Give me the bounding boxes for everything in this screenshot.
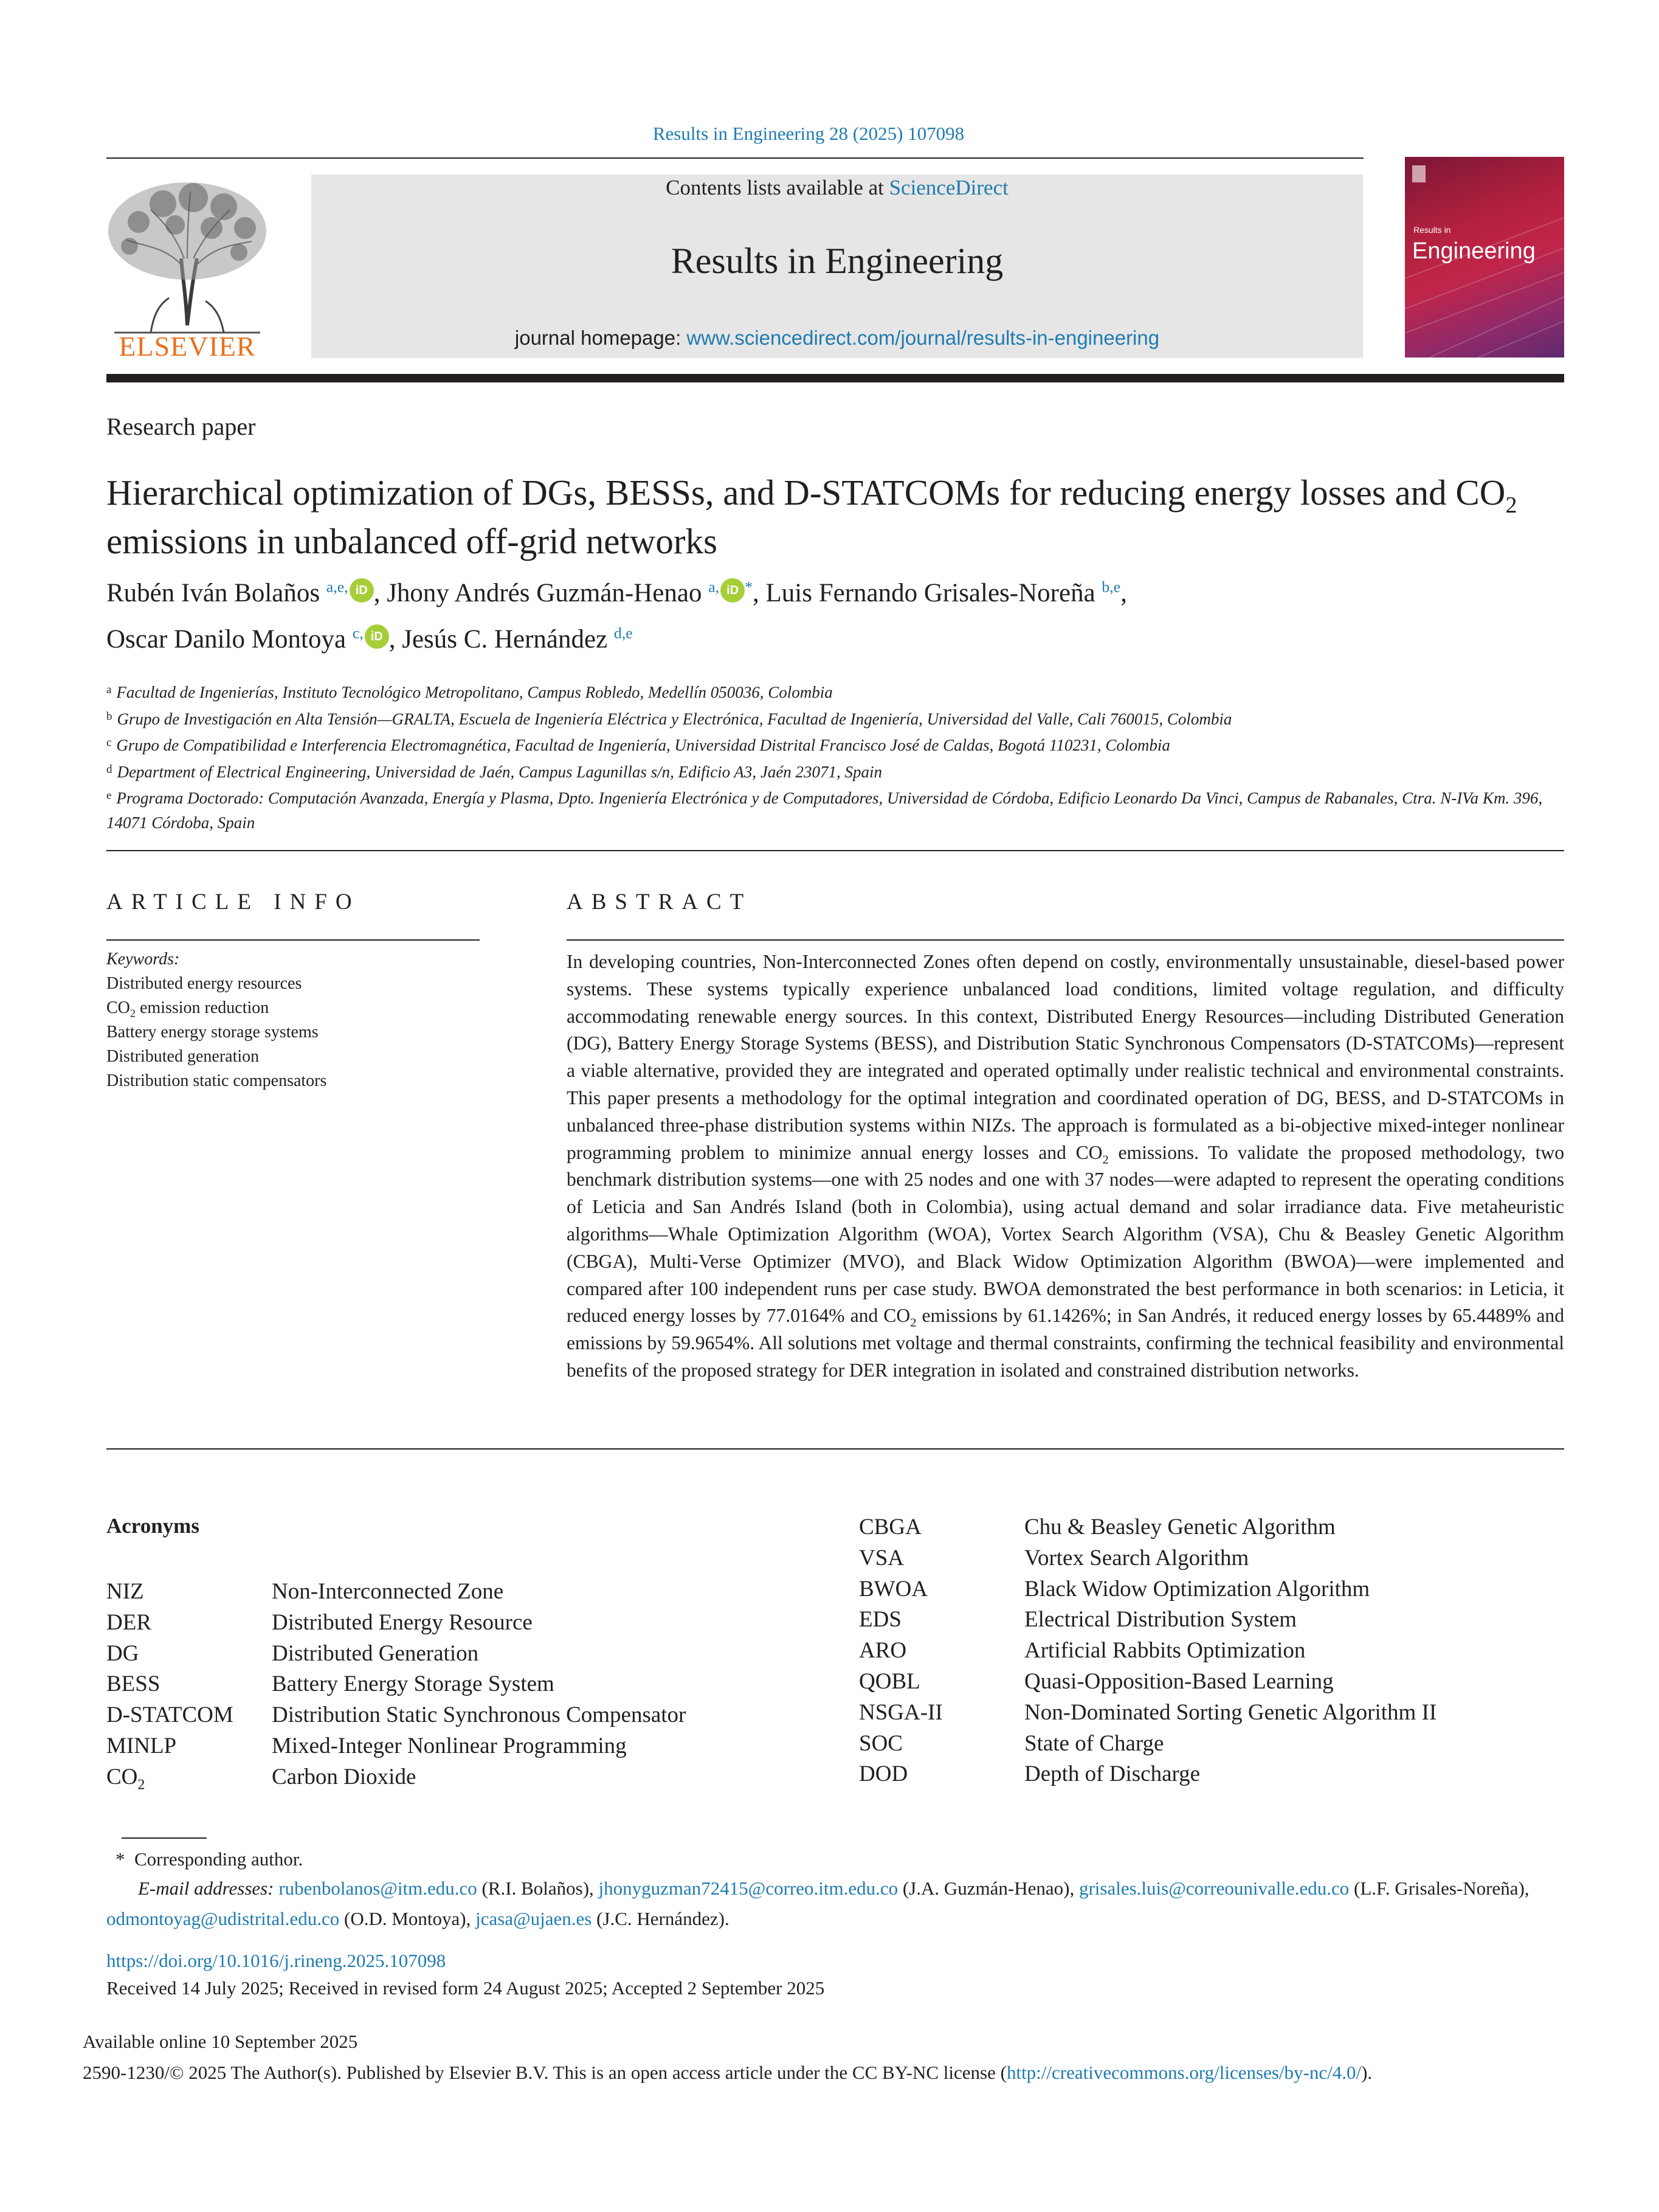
acronym-definition: Artificial Rabbits Optimization <box>1024 1638 1306 1664</box>
article-title: Hierarchical optimization of DGs, BESSs, and D-STATCOMs for reducing energy losses and $CO_2$ emissions in unbalanced off-grid networks <box>106 472 1517 561</box>
acronym-definition: Electrical Distribution System <box>1024 1607 1297 1633</box>
license-note: 2590-1230/© 2025 The Author(s). Published by Elsevier B.V. This is an open access article under the CC BY-NC license (http://creativecommons.org/licenses/by-nc/4.0/). <box>83 2062 1373 2083</box>
acronym-abbreviation: $CO_2$ <box>106 1764 145 1793</box>
affiliations-list <box>106 678 1565 835</box>
author-affiliation-marks[interactable]: b,e <box>1102 578 1121 596</box>
acronym-abbreviation: NIZ <box>106 1579 144 1604</box>
acronym-definition: Quasi-Opposition-Based Learning <box>1024 1669 1334 1694</box>
acronym-abbreviation: VSA <box>859 1545 905 1571</box>
acronym-abbreviation: NSGA-II <box>859 1699 943 1725</box>
acronym-abbreviation: CBGA <box>859 1515 922 1540</box>
email-link[interactable]: jcasa@ujaen.es <box>475 1908 592 1929</box>
author-affiliation-marks[interactable]: a, <box>708 578 720 596</box>
acronym-definition: Non-Interconnected Zone <box>272 1579 504 1604</box>
orcid-icon[interactable]: iD <box>365 624 389 649</box>
author-name[interactable]: Jesús C. Hernández <box>402 625 608 654</box>
acronym-abbreviation: DG <box>106 1640 139 1666</box>
article-type: Research paper <box>106 413 256 440</box>
cover-title: Engineering <box>1412 238 1536 264</box>
contents-prefix: Contents lists available at <box>666 176 889 199</box>
acronym-row <box>106 1640 836 1671</box>
orcid-icon[interactable]: iD <box>720 578 745 603</box>
abstract-text: In developing countries, Non-Interconnected Zones often depend on costly, environmentally unsustainable, diesel-based power systems. These systems typically experience unbalanced load conditions, limited voltage regulation, and difficulty accommodating renewable energy sources. In this context, Distributed Energy Resources—including Distributed Generation (DG), Battery Energy Storage Systems (BESS), and Distribution Static Synchronous Compensators (D-STATCOMs)—represent a viable alternative, provided they are integrated and operated optimally under realistic technical and environmental constraints. This paper presents a methodology for the optimal integration and coordinated operation of DG, BESS, and D-STATCOMs in unbalanced three-phase distribution systems within NIZs. The approach is formulated as a bi-objective mixed-integer nonlinear programming problem to minimize annual energy losses and $CO_2$ emissions. To validate the proposed methodology, two benchmark distribution systems—one with 25 nodes and one with 37 nodes—were adapted to represent the operating conditions of Leticia and San Andrés Island (both in Colombia), using actual demand and solar irradiance data. Five metaheuristic algorithms—Whale Optimization Algorithm (WOA), Vortex Search Algorithm (VSA), Chu & Beasley Genetic Algorithm (CBGA), Multi-Verse Optimizer (MVO), and Black Widow Optimization Algorithm (BWOA)—were implemented and compared after 100 independent runs per case study. BWOA demonstrated the best performance in both scenarios: in Leticia, it reduced energy losses by 77.0164% and $CO_2$ emissions by 61.1426%; in San Andrés, it reduced energy losses by 65.4489% and emissions by 59.9654%. All solutions met voltage and thermal constraints, confirming the technical feasibility and environmental benefits of the proposed strategy for DER integration in isolated and constrained distribution networks. <box>567 951 1564 1381</box>
keyword-item[interactable]: Distributed generation <box>106 1047 260 1066</box>
acronym-definition: Distributed Generation <box>272 1640 479 1666</box>
affiliation-rule <box>106 850 1564 851</box>
acronym-definition: Depth of Discharge <box>1024 1761 1201 1787</box>
header-thick-rule <box>106 374 1564 382</box>
affiliation-item: $^b$ Grupo de Investigación en Alta Tensión—GRALTA, Escuela de Ingeniería Eléctrica y Electrónica, Facultad de Ingeniería, Universidad del Valle, Cali 760015, Colombia <box>106 710 1232 728</box>
elsevier-wordmark: ELSEVIER <box>119 331 256 362</box>
orcid-icon[interactable]: iD <box>350 578 374 603</box>
acronym-abbreviation: BESS <box>106 1671 160 1697</box>
acronym-definition: Non-Dominated Sorting Genetic Algorithm II <box>1024 1699 1437 1725</box>
corresponding-author-mark[interactable]: * <box>745 578 753 596</box>
acronym-abbreviation: ARO <box>859 1638 907 1664</box>
acronym-definition: Chu & Beasley Genetic Algorithm <box>1024 1515 1336 1540</box>
email-link[interactable]: odmontoyag@udistrital.edu.co <box>106 1908 340 1929</box>
doi-link[interactable]: https://doi.org/10.1016/j.rineng.2025.107098 <box>106 1950 446 1971</box>
acronym-abbreviation: QOBL <box>859 1669 920 1694</box>
acronym-abbreviation: EDS <box>859 1607 902 1633</box>
elsevier-logo <box>102 173 272 362</box>
acronym-definition: Distributed Energy Resource <box>272 1609 533 1635</box>
acronym-abbreviation: SOC <box>859 1730 903 1756</box>
author-name[interactable]: Oscar Danilo Montoya <box>106 625 347 654</box>
acronym-row <box>859 1730 1588 1761</box>
acronym-row <box>859 1606 1588 1637</box>
acronym-row <box>106 1764 836 1794</box>
acronyms-heading: Acronyms <box>106 1514 199 1538</box>
acronym-row <box>106 1702 836 1732</box>
acronym-abbreviation: MINLP <box>106 1733 177 1758</box>
author-name[interactable]: Jhony Andrés Guzmán-Henao <box>387 579 702 607</box>
keyword-item[interactable]: Distribution static compensators <box>106 1071 327 1090</box>
author-name[interactable]: Rubén Iván Bolaños <box>106 579 320 607</box>
acronym-row <box>106 1733 836 1763</box>
available-online-date: Available online 10 September 2025 <box>83 2031 358 2052</box>
acronym-definition: Mixed-Integer Nonlinear Programming <box>272 1733 627 1758</box>
email-link[interactable]: rubenbolanos@itm.edu.co <box>278 1878 477 1899</box>
acronym-definition: Black Widow Optimization Algorithm <box>1024 1576 1370 1602</box>
acronym-row <box>859 1761 1588 1791</box>
email-label: E-mail addresses: <box>138 1878 274 1899</box>
abstract-heading: ABSTRACT <box>567 890 753 914</box>
acronym-row <box>859 1699 1588 1730</box>
acronym-abbreviation: D-STATCOM <box>106 1702 233 1728</box>
author-name[interactable]: Luis Fernando Grisales-Noreña <box>765 579 1095 607</box>
acronym-row <box>859 1668 1588 1699</box>
acronym-abbreviation: BWOA <box>859 1576 928 1602</box>
journal-reference-link[interactable]: Results in Engineering 28 (2025) 107098 <box>652 123 965 144</box>
acronym-abbreviation: DER <box>106 1609 151 1635</box>
homepage-line <box>311 327 1363 350</box>
affiliation-item: $^e$ Programa Doctorado: Computación Avanzada, Energía y Plasma, Dpto. Ingeniería Electrónica y de Computadores, Universidad de Córdoba, Edificio Leonardo Da Vinci, Campus de Rabanales, Ctra. N-IVa Km. 396, 14071 Córdoba, Spain <box>106 789 1543 832</box>
affiliation-item: $^a$ Facultad de Ingenierías, Instituto Tecnológico Metropolitano, Campus Robledo, Medellín 050036, Colombia <box>106 683 833 702</box>
affiliation-item: $^d$ Department of Electrical Engineering, Universidad de Jaén, Campus Lagunillas s/n, Edificio A3, Jaén 23071, Spain <box>106 762 883 781</box>
email-link[interactable]: grisales.luis@correounivalle.edu.co <box>1078 1878 1350 1899</box>
author-affiliation-marks[interactable]: d,e <box>613 624 633 642</box>
acronym-row <box>859 1514 1588 1544</box>
author-list: Rubén Iván Bolaños $^{a,e,}$ iD , Jhony Andrés Guzmán-Henao $^{a,}$ iD *, Luis Fernando Grisales-Noreña $^{b,e}$, Oscar Danilo Montoya $^{c,}$ iD , Jesús C. Hernández $^{d,e}$ <box>106 578 1127 654</box>
keyword-item[interactable]: $CO_2$ emission reduction <box>106 998 269 1020</box>
author-affiliation-marks[interactable]: a,e, <box>326 578 348 596</box>
article-info-heading: ARTICLE INFO <box>106 890 360 914</box>
footnote-rule <box>122 1837 207 1839</box>
journal-homepage-link[interactable]: www.sciencedirect.com/journal/results-in-engineering <box>686 327 1160 349</box>
author-affiliation-marks[interactable]: c, <box>352 624 364 642</box>
abstract-rule <box>567 939 1564 941</box>
acronym-row <box>859 1637 1588 1668</box>
journal-cover-thumbnail[interactable] <box>1405 157 1564 358</box>
acronym-row <box>859 1545 1588 1575</box>
homepage-prefix: journal homepage: <box>514 327 687 349</box>
email-addresses: E-mail addresses: rubenbolanos@itm.edu.co (R.I. Bolaños), jhonyguzman72415@correo.itm.edu.co (J.A. Guzmán-Henao), grisales.luis@correounivalle.edu.co (L.F. Grisales-Noreña), odmontoyag@udistrital.edu.co (O.D. Montoya), jcasa@ujaen.es (J.C. Hernández). <box>106 1878 1530 1929</box>
acronym-row <box>106 1609 836 1640</box>
article-info-rule <box>106 939 480 941</box>
keyword-item[interactable]: Distributed energy resources <box>106 974 302 993</box>
corresponding-author-note: * Corresponding author. <box>116 1848 303 1870</box>
abstract-bottom-rule <box>106 1448 1564 1450</box>
cover-subtitle: Results in <box>1413 225 1451 235</box>
keywords-label: Keywords: <box>106 950 180 969</box>
acronym-definition: Vortex Search Algorithm <box>1024 1545 1249 1571</box>
contents-line <box>311 175 1363 200</box>
acronym-definition: Carbon Dioxide <box>272 1764 416 1789</box>
acronym-definition: Distribution Static Synchronous Compensator <box>272 1702 686 1728</box>
acronym-abbreviation: DOD <box>859 1761 908 1787</box>
received-dates: Received 14 July 2025; Received in revised form 24 August 2025; Accepted 2 September 2025 <box>106 1977 825 1999</box>
keyword-item[interactable]: Battery energy storage systems <box>106 1023 319 1042</box>
header-rule <box>106 157 1364 159</box>
acronym-row <box>859 1576 1588 1606</box>
keywords-block <box>106 947 483 1093</box>
journal-header-box <box>311 175 1363 358</box>
acronym-row <box>106 1671 836 1701</box>
sciencedirect-link[interactable]: ScienceDirect <box>889 176 1009 199</box>
license-link[interactable]: http://creativecommons.org/licenses/by-nc/4.0/ <box>1006 2062 1362 2083</box>
email-link[interactable]: jhonyguzman72415@correo.itm.edu.co <box>598 1878 898 1899</box>
journal-name: Results in Engineering <box>671 241 1004 281</box>
acronym-definition: Battery Energy Storage System <box>272 1671 554 1697</box>
affiliation-item: $^c$ Grupo de Compatibilidad e Interferencia Electromagnética, Facultad de Ingeniería, Universidad Distrital Francisco José de Caldas, Bogotá 110231, Colombia <box>106 736 1170 755</box>
acronym-row <box>106 1578 836 1609</box>
acronym-definition: State of Charge <box>1024 1730 1164 1756</box>
